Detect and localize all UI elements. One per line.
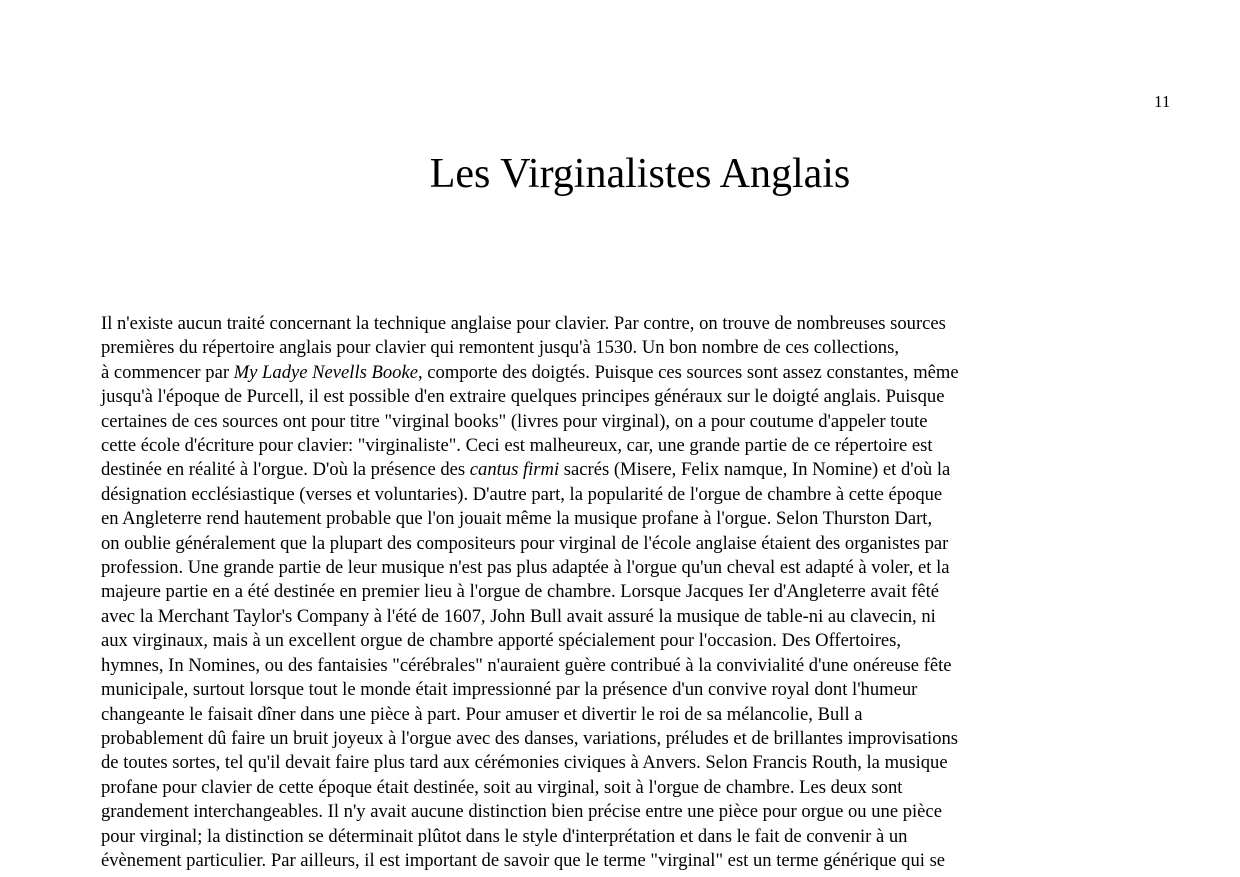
text-run: hymnes, In Nomines, ou des fantaisies "cérébrales" n'auraient guère contribué à la convivialité d'une onéreuse fête bbox=[101, 654, 952, 676]
italic-title: cantus firmi bbox=[469, 459, 560, 481]
text-line bbox=[101, 312, 1201, 336]
text-run: probablement dû faire un bruit joyeux à l'orgue avec des danses, variations, préludes et de brillantes improvisations bbox=[101, 727, 959, 749]
text-line bbox=[101, 800, 1201, 824]
text-line bbox=[101, 776, 1201, 800]
text-run: avec la Merchant Taylor's Company à l'été de 1607, John Bull avait assuré la musique de table-ni au clavecin, ni bbox=[101, 605, 936, 627]
text-line bbox=[101, 434, 1201, 458]
text-line bbox=[101, 727, 1201, 751]
text-run: cette école d'écriture pour clavier: "virginaliste". Ceci est malheureux, car, une grande partie de ce répertoire est bbox=[101, 435, 933, 457]
text-line bbox=[101, 385, 1201, 409]
text-line bbox=[101, 678, 1201, 702]
text-line bbox=[101, 532, 1201, 556]
text-line bbox=[101, 556, 1201, 580]
text-run: profession. Une grande partie de leur musique n'est pas plus adaptée à l'orgue qu'un cheval est adapté à voler, et la bbox=[101, 557, 950, 579]
text-run: aux virginaux, mais à un excellent orgue de chambre apporté spécialement pour l'occasion. Des Offertoires, bbox=[101, 630, 902, 652]
page-number: 11 bbox=[1154, 92, 1171, 111]
text-line bbox=[101, 849, 1201, 873]
text-run: sacrés (Misere, Felix namque, In Nomine) et d'où la bbox=[559, 459, 951, 481]
text-line bbox=[101, 629, 1201, 653]
text-run: profane pour clavier de cette époque était destinée, soit au virginal, soit à l'orgue de chambre. Les deux sont bbox=[101, 776, 903, 798]
text-line bbox=[101, 580, 1201, 604]
text-line bbox=[101, 654, 1201, 678]
italic-title: My Ladye Nevells Booke bbox=[233, 361, 418, 383]
text-line bbox=[101, 825, 1201, 849]
text-line bbox=[101, 703, 1201, 727]
text-run: grandement interchangeables. Il n'y avait aucune distinction bien précise entre une pièce pour orgue ou une pièce bbox=[101, 801, 942, 823]
text-run: , comporte des doigtés. Puisque ces sources sont assez constantes, même bbox=[417, 361, 959, 383]
text-run: municipale, surtout lorsque tout le monde était impressionné par la présence d'un convive royal dont l'humeur bbox=[101, 679, 918, 701]
body-paragraph bbox=[101, 312, 1201, 873]
text-line bbox=[101, 336, 1201, 360]
text-run: destinée en réalité à l'orgue. D'où la présence des bbox=[101, 459, 470, 481]
text-run: de toutes sortes, tel qu'il devait faire plus tard aux cérémonies civiques à Anvers. Selon Francis Routh, la musique bbox=[101, 752, 948, 774]
text-line bbox=[101, 605, 1201, 629]
text-run: pour virginal; la distinction se déterminait plûtot dans le style d'interprétation et dans le fait de convenir à un bbox=[101, 825, 908, 847]
text-line bbox=[101, 507, 1201, 531]
text-run: Il n'existe aucun traité concernant la technique anglaise pour clavier. Par contre, on trouve de nombreuses sources bbox=[101, 313, 946, 334]
text-run: à commencer par bbox=[101, 361, 234, 383]
page-title: Les Virginalistes Anglais bbox=[429, 151, 851, 197]
text-line bbox=[101, 458, 1201, 482]
text-line bbox=[101, 483, 1201, 507]
text-run: premières du répertoire anglais pour clavier qui remontent jusqu'à 1530. Un bon nombre de ces collections, bbox=[101, 337, 899, 359]
text-run: certaines de ces sources ont pour titre "virginal books" (livres pour virginal), on a pour coutume d'appeler toute bbox=[101, 410, 928, 432]
text-run: majeure partie en a été destinée en premier lieu à l'orgue de chambre. Lorsque Jacques Ier d'Angleterre avait fêté bbox=[101, 581, 940, 603]
text-run: changeante le faisait dîner dans une pièce à part. Pour amuser et divertir le roi de sa mélancolie, Bull a bbox=[101, 703, 863, 725]
text-line bbox=[101, 361, 1201, 385]
text-run: jusqu'à l'époque de Purcell, il est possible d'en extraire quelques principes généraux sur le doigté anglais. Puisque bbox=[101, 386, 945, 408]
text-run: en Angleterre rend hautement probable que l'on jouait même la musique profane à l'orgue. Selon Thurston Dart, bbox=[101, 508, 933, 530]
text-line bbox=[101, 751, 1201, 775]
text-run: évènement particulier. Par ailleurs, il est important de savoir que le terme "virginal" est un terme générique qui se bbox=[101, 849, 946, 871]
text-run: on oublie généralement que la plupart des compositeurs pour virginal de l'école anglaise étaient des organistes par bbox=[101, 532, 949, 554]
text-run: désignation ecclésiastique (verses et voluntaries). D'autre part, la popularité de l'orgue de chambre à cette époque bbox=[101, 483, 943, 505]
text-line bbox=[101, 410, 1201, 434]
